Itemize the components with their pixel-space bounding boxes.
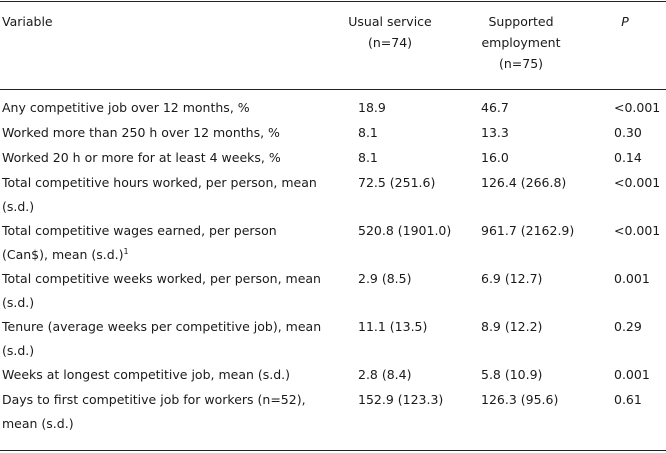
table-row — [0, 363, 666, 388]
header-usual-line1: Usual service — [348, 14, 432, 29]
table-row — [0, 219, 666, 267]
cell-usual: 18.9 — [358, 100, 386, 115]
cell-p: 0.61 — [614, 392, 642, 407]
table-row — [0, 146, 666, 171]
row-label — [2, 219, 322, 267]
table-body — [0, 96, 666, 436]
cell-usual: 8.1 — [358, 150, 378, 165]
header-usual-line2: (n=74) — [367, 35, 413, 50]
cell-supported: 6.9 (12.7) — [481, 271, 543, 286]
table-row — [0, 171, 666, 219]
cell-usual: 72.5 (251.6) — [358, 175, 436, 190]
table-top-rule — [0, 1, 666, 2]
row-label: Weeks at longest competitive job, mean (s.d.) — [2, 367, 291, 382]
header-supported-line1: Supported — [488, 14, 554, 29]
header-variable: Variable — [2, 14, 53, 29]
cell-usual: 2.8 (8.4) — [358, 367, 412, 382]
table-row — [0, 96, 666, 121]
cell-supported: 961.7 (2162.9) — [481, 223, 575, 238]
header-supported-line2: employment — [481, 35, 561, 50]
cell-usual: 2.9 (8.5) — [358, 271, 412, 286]
table-header-rule — [0, 89, 666, 90]
cell-supported: 13.3 — [481, 125, 509, 140]
cell-usual: 152.9 (123.3) — [358, 392, 444, 407]
table-row — [0, 121, 666, 146]
cell-supported: 16.0 — [481, 150, 509, 165]
header-supported-employment — [466, 11, 576, 74]
table-bottom-rule — [0, 450, 666, 451]
row-label: Total competitive weeks worked, per person, mean (s.d.) — [2, 271, 321, 310]
cell-p: 0.29 — [614, 319, 642, 334]
cell-supported: 46.7 — [481, 100, 509, 115]
row-label: Tenure (average weeks per competitive job), mean (s.d.) — [2, 319, 322, 358]
cell-usual: 8.1 — [358, 125, 378, 140]
row-label: Worked more than 250 h over 12 months, % — [2, 125, 280, 140]
cell-p: <0.001 — [614, 100, 661, 115]
cell-supported: 8.9 (12.2) — [481, 319, 543, 334]
cell-supported: 126.4 (266.8) — [481, 175, 567, 190]
table-row — [0, 315, 666, 363]
table-header — [0, 11, 666, 87]
row-label: Days to first competitive job for workers (n=52), mean (s.d.) — [2, 392, 306, 431]
row-label-text: Total competitive wages earned, per person (Can$), mean (s.d.) — [2, 223, 277, 262]
row-label: Any competitive job over 12 months, % — [2, 100, 250, 115]
cell-supported: 5.8 (10.9) — [481, 367, 543, 382]
cell-usual: 520.8 (1901.0) — [358, 223, 452, 238]
row-label: Total competitive hours worked, per person, mean (s.d.) — [2, 175, 317, 214]
cell-supported: 126.3 (95.6) — [481, 392, 559, 407]
cell-p: 0.001 — [614, 367, 650, 382]
cell-p: 0.001 — [614, 271, 650, 286]
row-label: Worked 20 h or more for at least 4 weeks, % — [2, 150, 281, 165]
header-p: P — [621, 14, 629, 29]
table-row — [0, 388, 666, 436]
header-supported-line3: (n=75) — [498, 56, 544, 71]
header-usual-service — [335, 11, 445, 53]
cell-p: 0.14 — [614, 150, 642, 165]
cell-p: 0.30 — [614, 125, 642, 140]
cell-p: <0.001 — [614, 175, 661, 190]
cell-usual: 11.1 (13.5) — [358, 319, 428, 334]
cell-p: <0.001 — [614, 223, 661, 238]
footnote-marker: 1 — [123, 246, 129, 256]
table-row — [0, 267, 666, 315]
